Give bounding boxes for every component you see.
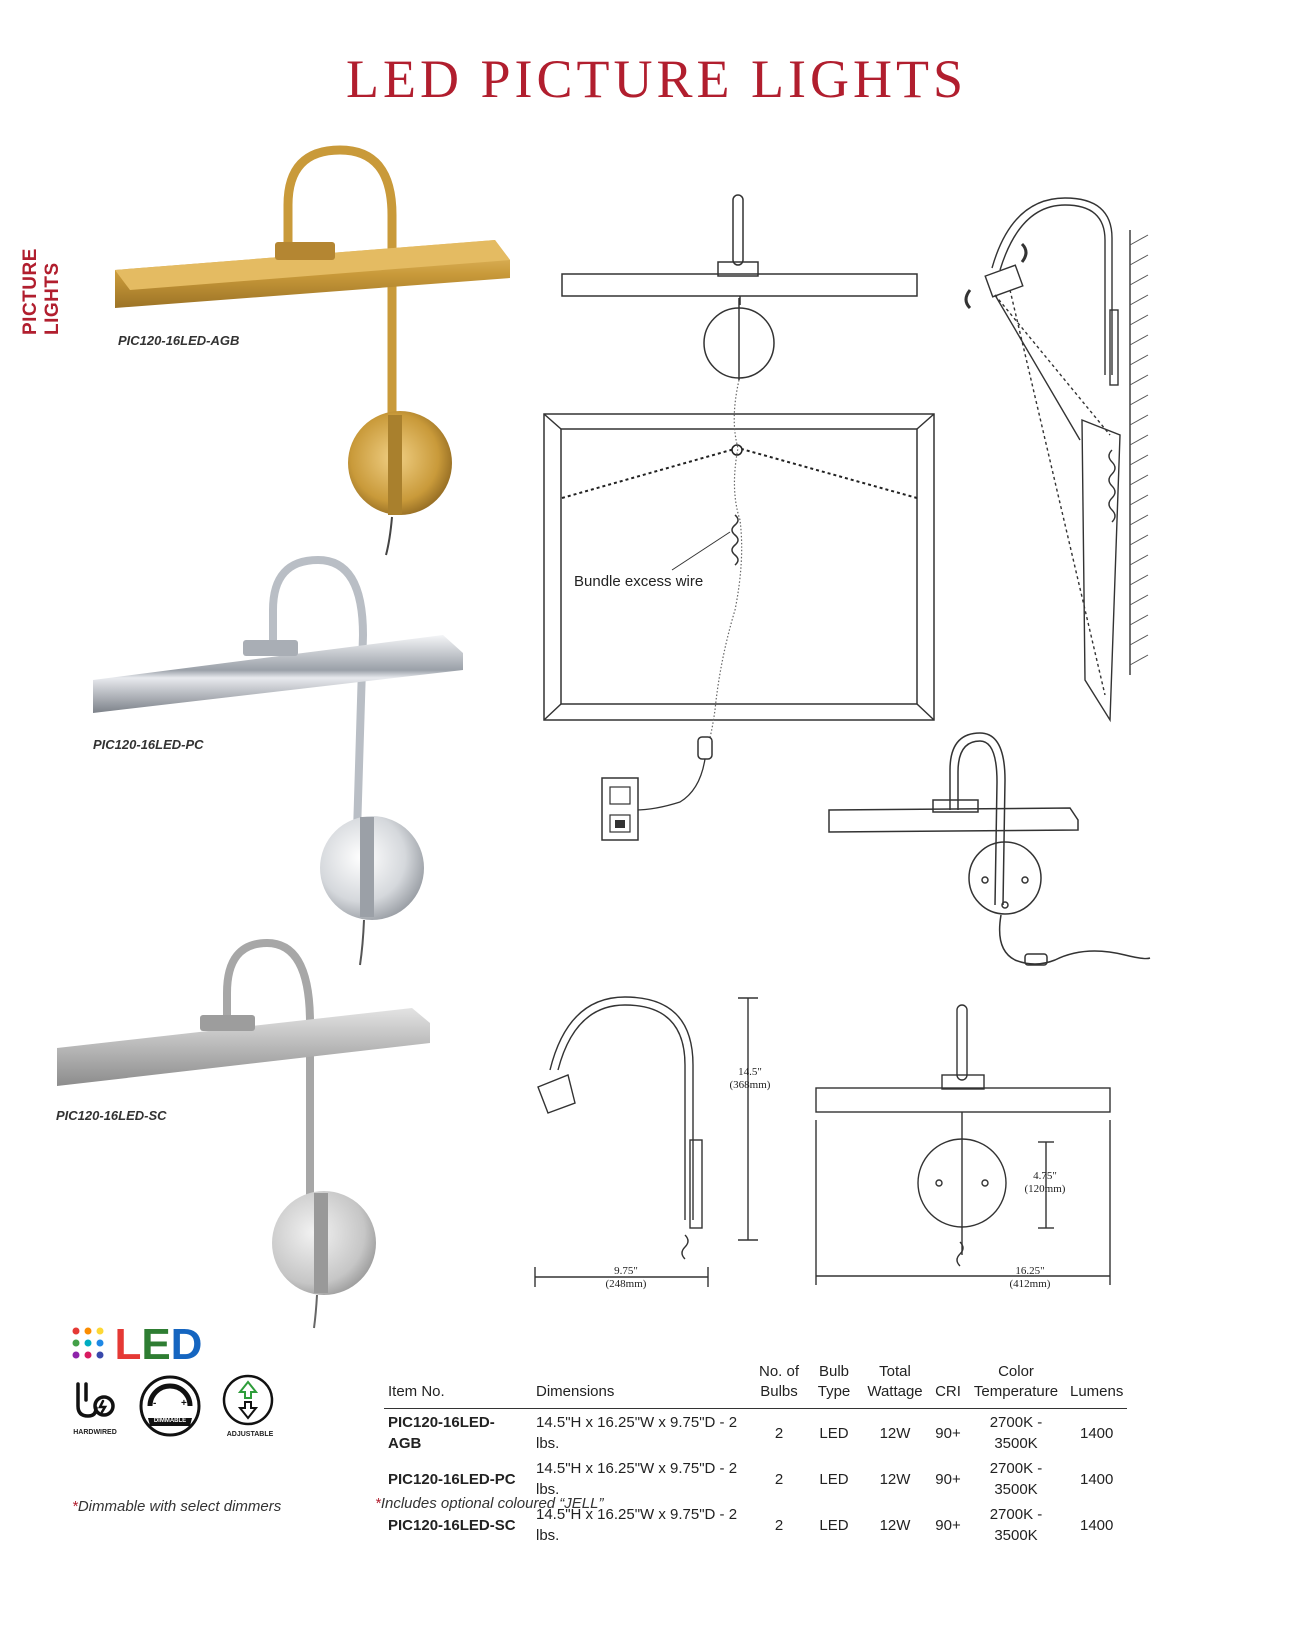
cell-lumens: 1400 bbox=[1080, 1424, 1114, 1442]
footnote-asterisk: * bbox=[72, 1498, 78, 1515]
front-dimension-drawing bbox=[812, 1000, 1122, 1300]
led-dot-grid-icon bbox=[70, 1325, 110, 1365]
header-dimensions: Dimensions bbox=[532, 1362, 750, 1409]
cell-cri: 90+ bbox=[935, 1424, 961, 1442]
spec-table bbox=[384, 1362, 1127, 1547]
header-color-temp: Color Temperature bbox=[966, 1362, 1066, 1409]
cell-color: 2700K - 3500K bbox=[989, 1414, 1043, 1452]
cell-wattage: 12W bbox=[879, 1470, 911, 1488]
width-mm: (412mm) bbox=[1009, 1278, 1051, 1290]
cell-cri: 90+ bbox=[935, 1516, 961, 1534]
depth-mm: (248mm) bbox=[605, 1278, 647, 1290]
header-item: Item No. bbox=[384, 1362, 532, 1409]
adjustable-label: ADJUSTABLE bbox=[226, 1431, 274, 1438]
cell-bulbs: 2 bbox=[774, 1516, 784, 1534]
section-side-label: PICTURE LIGHTS bbox=[20, 248, 63, 335]
dimmable-badge bbox=[138, 1374, 202, 1443]
jell-footnote-text: Includes optional coloured “JELL” bbox=[380, 1495, 604, 1512]
dimmable-footnote bbox=[72, 1498, 281, 1515]
header-cri: CRI bbox=[930, 1362, 966, 1409]
cell-wattage: 12W bbox=[879, 1424, 911, 1442]
cell-lumens: 1400 bbox=[1080, 1516, 1114, 1534]
cell-item: PIC120-16LED-SC bbox=[388, 1516, 516, 1534]
led-logo-text: LED bbox=[114, 1320, 203, 1369]
height-inches: 14.5" bbox=[738, 1066, 762, 1078]
side-dimension-drawing bbox=[530, 995, 790, 1295]
model-label-pc: PIC120-16LED-PC bbox=[93, 737, 204, 752]
adjustable-arrows-icon bbox=[220, 1374, 276, 1426]
width-dimension bbox=[1000, 1265, 1060, 1291]
spec-table-header bbox=[384, 1362, 1127, 1409]
svg-text:-: - bbox=[153, 1398, 157, 1409]
cell-dimensions: 14.5"H x 16.25"W x 9.75"D - 2 lbs. bbox=[536, 1460, 738, 1498]
model-label-sc: PIC120-16LED-SC bbox=[56, 1108, 167, 1123]
led-logo bbox=[70, 1320, 202, 1370]
cell-bulbs: 2 bbox=[774, 1470, 784, 1488]
side-angle-diagram bbox=[950, 200, 1170, 730]
cell-item: PIC120-16LED-AGB bbox=[388, 1414, 495, 1452]
cell-item: PIC120-16LED-PC bbox=[388, 1470, 516, 1488]
cell-wattage: 12W bbox=[879, 1516, 911, 1534]
cell-bulbs: 2 bbox=[774, 1424, 784, 1442]
plate-inches: 4.75" bbox=[1033, 1170, 1057, 1182]
height-dimension bbox=[722, 1066, 778, 1092]
page-title: LED PICTURE LIGHTS bbox=[346, 49, 967, 109]
model-label-agb: PIC120-16LED-AGB bbox=[118, 333, 240, 348]
cell-type: LED bbox=[819, 1424, 849, 1442]
bundle-wire-note: Bundle excess wire bbox=[574, 573, 704, 590]
svg-text:+: + bbox=[181, 1398, 187, 1409]
dimmable-label: DIMMABLE bbox=[153, 1418, 187, 1424]
depth-inches: 9.75" bbox=[614, 1265, 638, 1277]
plate-mm: (120mm) bbox=[1024, 1183, 1066, 1195]
header-bulb-type: Bulb Type bbox=[808, 1362, 860, 1409]
dimmable-dial-icon bbox=[138, 1374, 202, 1438]
hardwired-label: HARDWIRED bbox=[73, 1429, 117, 1436]
table-row bbox=[384, 1409, 1127, 1456]
cell-color: 2700K - 3500K bbox=[989, 1460, 1043, 1498]
jell-footnote bbox=[375, 1495, 603, 1512]
perspective-line-drawing bbox=[825, 730, 1165, 980]
product-image-sc bbox=[52, 938, 472, 1338]
cell-color: 2700K - 3500K bbox=[989, 1506, 1043, 1544]
product-image-pc bbox=[88, 555, 508, 975]
header-wattage: Total Wattage bbox=[860, 1362, 930, 1409]
adjustable-badge bbox=[220, 1374, 280, 1438]
header-lumens: Lumens bbox=[1066, 1362, 1127, 1409]
hardwired-plug-icon bbox=[66, 1380, 124, 1424]
cell-dimensions: 14.5"H x 16.25"W x 9.75"D - 2 lbs. bbox=[536, 1506, 738, 1544]
dimmable-footnote-text: Dimmable with select dimmers bbox=[77, 1498, 282, 1515]
cell-dimensions: 14.5"H x 16.25"W x 9.75"D - 2 lbs. bbox=[536, 1414, 738, 1452]
header-bulbs: No. of Bulbs bbox=[750, 1362, 808, 1409]
plate-dimension bbox=[1016, 1170, 1074, 1196]
depth-dimension bbox=[598, 1265, 654, 1291]
width-inches: 16.25" bbox=[1015, 1265, 1045, 1277]
cell-type: LED bbox=[819, 1470, 849, 1488]
product-image-agb bbox=[100, 145, 520, 565]
cell-lumens: 1400 bbox=[1080, 1470, 1114, 1488]
hardwired-badge bbox=[66, 1380, 124, 1436]
cell-type: LED bbox=[819, 1516, 849, 1534]
height-mm: (368mm) bbox=[729, 1079, 771, 1091]
cell-cri: 90+ bbox=[935, 1470, 961, 1488]
footnote-asterisk: * bbox=[375, 1495, 381, 1512]
